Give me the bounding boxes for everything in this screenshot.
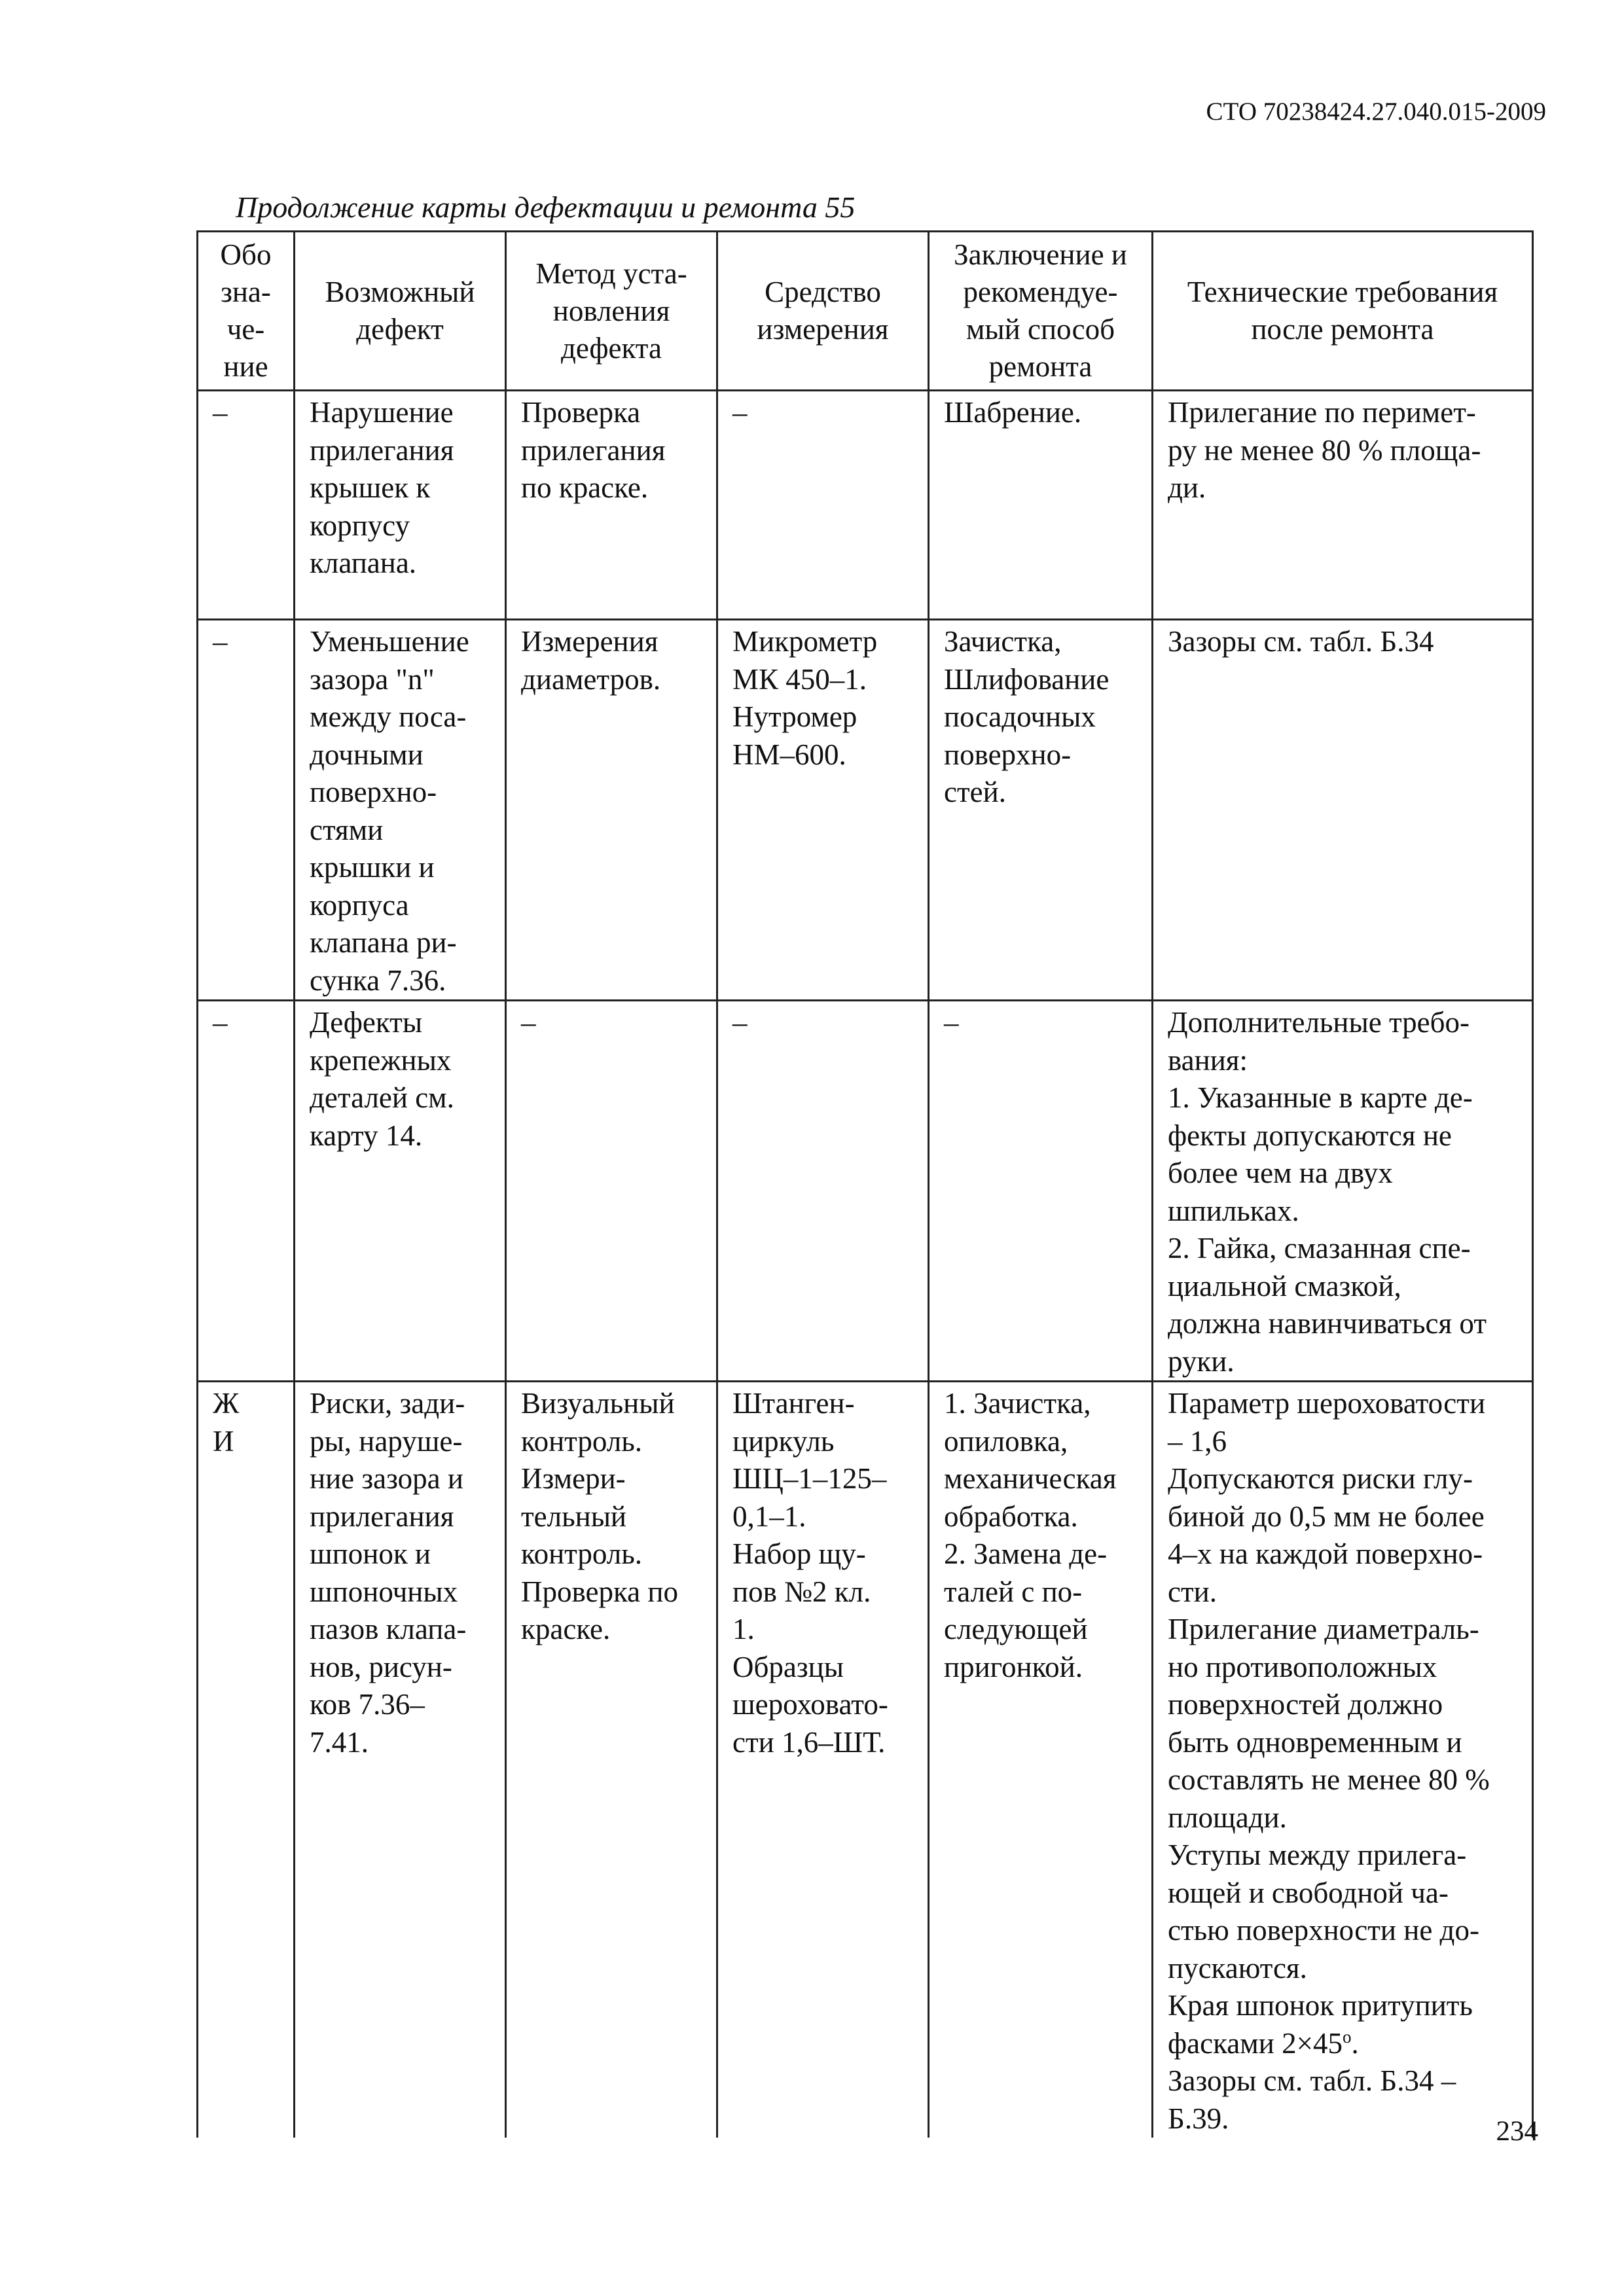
cell-conclusion: Шабрение. (929, 391, 1153, 620)
cell-method: – (506, 1001, 717, 1382)
header-detection-method: Метод уста- новления дефекта (506, 232, 717, 391)
document-code: СТО 70238424.27.040.015-2009 (1206, 98, 1546, 126)
cell-instrument: – (717, 1001, 929, 1382)
header-conclusion: Заключение и рекомендуе- мый способ ремонта (929, 232, 1153, 391)
cell-designation: Ж И (198, 1382, 295, 2138)
cell-requirements (1153, 1382, 1533, 2138)
cell-method: Визуальный контроль. Измери- тельный контроль. Проверка по краске. (506, 1382, 717, 2138)
header-measuring-instrument: Средство измерения (717, 232, 929, 391)
cell-conclusion: Зачистка, Шлифование посадочных поверхно- стей. (929, 620, 1153, 1001)
cell-instrument: Микрометр МК 450–1. Нутромер НМ–600. (717, 620, 929, 1001)
cell-instrument: – (717, 391, 929, 620)
header-designation: Обо зна- че- ние (198, 232, 295, 391)
defect-repair-table (196, 230, 1534, 2138)
cell-defect: Дефекты крепежных деталей см. карту 14. (295, 1001, 506, 1382)
requirements-text-part2: . Зазоры см. табл. Б.34 – Б.39. (1168, 2026, 1456, 2135)
table-header-row (198, 232, 1533, 391)
table-row (198, 1382, 1533, 2138)
cell-designation: – (198, 620, 295, 1001)
cell-defect: Нарушение прилегания крышек к корпусу клапана. (295, 391, 506, 620)
header-possible-defect: Возможный дефект (295, 232, 506, 391)
cell-requirements: Зазоры см. табл. Б.34 (1153, 620, 1533, 1001)
table-row (198, 1001, 1533, 1382)
table-caption: Продолжение карты дефектации и ремонта 55 (236, 190, 856, 224)
requirements-text-part1: Параметр шероховатости – 1,6 Допускаются риски глу- биной до 0,5 мм не более 4–х на каждой поверхно- сти. Прилегание диаметраль- но противоположных поверхностей должно быть одновременным и составлять не менее 80 % площади. Уступы между прилега- ющей и свободной ча- стью поверхности не до- пускаются. Края шпонок притупить фасками 2×45 (1168, 1387, 1490, 2060)
cell-method: Проверка прилегания по краске. (506, 391, 717, 620)
cell-conclusion: 1. Зачистка, опиловка, механическая обработка. 2. Замена де- талей с по- следующей пригонкой. (929, 1382, 1153, 2138)
table-row (198, 620, 1533, 1001)
cell-conclusion: – (929, 1001, 1153, 1382)
cell-defect: Уменьшение зазора "n" между поса- дочными поверхно- стями крышки и корпуса клапана ри- сунка 7.36. (295, 620, 506, 1001)
cell-designation: – (198, 391, 295, 620)
page-number: 234 (1496, 2116, 1538, 2147)
cell-instrument: Штанген- циркуль ШЦ–1–125– 0,1–1. Набор щу- пов №2 кл. 1. Образцы шероховато- сти 1,6–ШТ. (717, 1382, 929, 2138)
table-row (198, 391, 1533, 620)
header-technical-requirements: Технические требования после ремонта (1153, 232, 1533, 391)
cell-method: Измерения диаметров. (506, 620, 717, 1001)
degree-mark: о (1342, 2026, 1352, 2047)
cell-defect: Риски, зади- ры, наруше- ние зазора и прилегания шпонок и шпоночных пазов клапа- нов, рисун- ков 7.36– 7.41. (295, 1382, 506, 2138)
cell-designation: – (198, 1001, 295, 1382)
cell-requirements: Прилегание по перимет- ру не менее 80 % площа- ди. (1153, 391, 1533, 620)
cell-requirements: Дополнительные требо- вания: 1. Указанные в карте де- фекты допускаются не более чем на двух шпильках. 2. Гайка, смазанная спе- циальной смазкой, должна навинчиваться от руки. (1153, 1001, 1533, 1382)
